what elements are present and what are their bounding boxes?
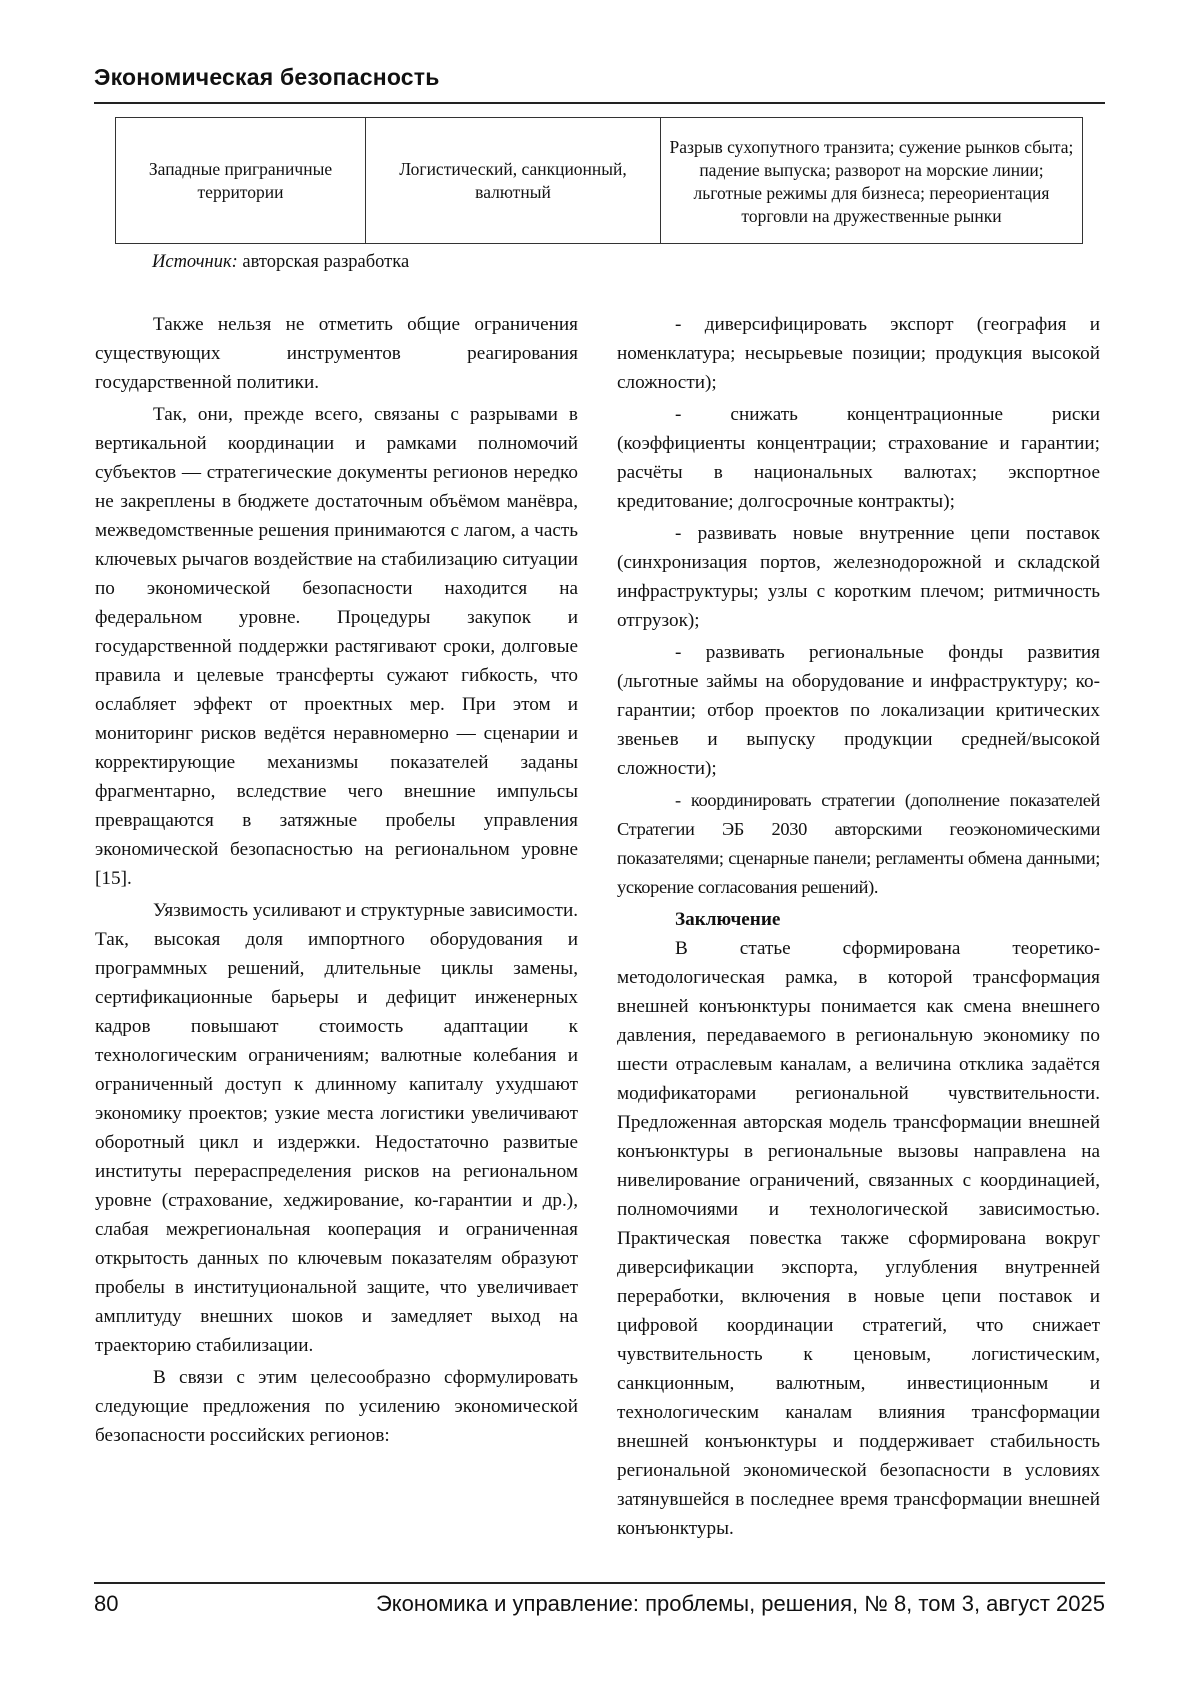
source-label: Источник: xyxy=(152,252,238,272)
table-source-note xyxy=(152,252,409,273)
list-item: - координировать стратегии (дополнение показателей Стратегии ЭБ 2030 авторскими геоэкономическими показателями; сценарные панели; регламенты обмена данными; ускорение согласования решений). xyxy=(617,790,1100,897)
list-item: - снижать концентрационные риски (коэффициенты концентрации; страхование и гарантии; расчёты в национальных валютах; экспортное кредитование; долгосрочные контракты); xyxy=(617,404,1100,512)
running-header-title: Экономическая безопасность xyxy=(94,64,440,90)
left-text-column xyxy=(95,310,578,1450)
journal-citation: Экономика и управление: проблемы, решения, № 8, том 3, август 2025 xyxy=(375,1591,1105,1616)
page-number: 80 xyxy=(94,1591,119,1616)
paragraph: В статье сформирована теоретико-методологическая рамка, в которой трансформация внешней конъюнктуры понимается как смена внешнего давления, передаваемого в региональную экономику по шести отраслевым каналам, а величина отклика задаётся модификаторами региональной чувствительности. Предложенная авторская модель трансформации внешней конъюнктуры в региональные вызовы направлена на нивелирование ограничений, связанных с координацией, полномочиями и технологической зависимостью. Практическая повестка также сформирована вокруг диверсификации экспорта, углубления внутренней переработки, включения в новые цепи поставок и цифровой координации стратегий, что снижает чувствительность к ценовым, логистическим, санкционным, валютным, инвестиционным и технологическим каналам влияния трансформации внешней конъюнктуры и поддерживает стабильность региональной экономической безопасности в условиях затянувшейся в последнее время трансформации внешней конъюнктуры. xyxy=(617,938,1100,1539)
paragraph: Так, они, прежде всего, связаны с разрывами в вертикальной координации и рамками полномочий субъектов — стратегические документы регионов нередко не закреплены в бюджете достаточным объёмом манёвра, межведомственные решения принимаются с лагом, а часть ключевых рычагов воздействие на стабилизацию ситуации по экономической безопасности находится на федеральном уровне. Процедуры закупок и государственной поддержки растягивают сроки, долговые правила и целевые трансферты сужают гибкость, что ослабляет эффект от проектных мер. При этом и мониторинг рисков ведётся неравномерно — сценарии и корректирующие механизмы показателей заданы фрагментарно, вследствие чего внешние импульсы превращаются в затяжные пробелы управления экономической безопасностью на региональном уровне [15]. xyxy=(95,404,578,889)
paragraph: В связи с этим целесообразно сформулировать следующие предложения по усилению экономической безопасности российских регионов: xyxy=(95,1367,578,1446)
table-cell-channels: Логистический, санкционный, валютный xyxy=(366,118,661,244)
list-item: - развивать региональные фонды развития (льготные займы на оборудование и инфраструктуру; ко-гарантии; отбор проектов по локализации критических звеньев и выпуску продукции средней/высокой сложности); xyxy=(617,642,1100,779)
table-cell-territory: Западные приграничные территории xyxy=(116,118,366,244)
continued-table xyxy=(115,117,1083,244)
footer-rule xyxy=(94,1582,1105,1584)
paragraph: Также нельзя не отметить общие ограничения существующих инструментов реагирования государственной политики. xyxy=(95,314,578,393)
source-text: авторская разработка xyxy=(237,252,410,272)
page-footer xyxy=(94,1591,1105,1617)
right-text-column xyxy=(617,310,1100,1543)
list-item: - развивать новые внутренние цепи поставок (синхронизация портов, железнодорожной и складской инфраструктуры; узлы с коротким плечом; ритмичность отгрузок); xyxy=(617,523,1100,631)
conclusion-heading: Заключение xyxy=(675,909,781,930)
table-row xyxy=(116,118,1083,244)
list-item: - диверсифицировать экспорт (география и номенклатура; несырьевые позиции; продукция высокой сложности); xyxy=(617,314,1100,393)
table-cell-effects: Разрыв сухопутного транзита; сужение рынков сбыта; падение выпуска; разворот на морские линии; льготные режимы для бизнеса; переориентация торговли на дружественные рынки xyxy=(661,118,1083,244)
header-rule xyxy=(94,102,1105,104)
paragraph: Уязвимость усиливают и структурные зависимости. Так, высокая доля импортного оборудования и программных решений, длительные циклы замены, сертификационные барьеры и дефицит инженерных кадров повышают стоимость адаптации к технологическим ограничениям; валютные колебания и ограниченный доступ к длинному капиталу ухудшают экономику проектов; узкие места логистики увеличивают оборотный цикл и издержки. Недостаточно развитые институты перераспределения рисков на региональном уровне (страхование, хеджирование, ко-гарантии и др.), слабая межрегиональная кооперация и ограниченная открытость данных по ключевым показателям образуют пробелы в институциональной защите, что увеличивает амплитуду внешних шоков и замедляет выход на траекторию стабилизации. xyxy=(95,900,579,1356)
